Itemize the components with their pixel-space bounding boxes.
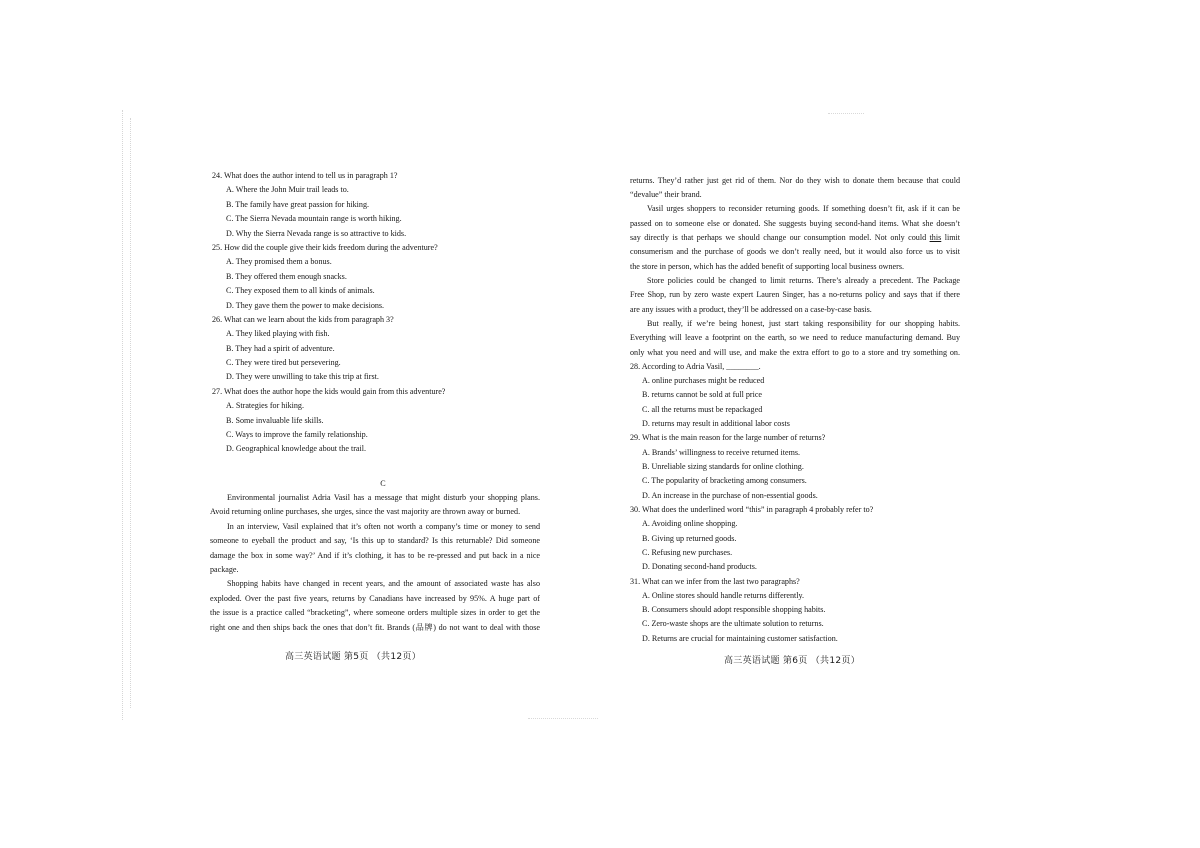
passage-line: Shopping habits have changed in recent years, and the amount of associated waste has also [227, 579, 540, 589]
answer-option: A. Strategies for hiking. [226, 401, 305, 411]
answer-option: D. They were unwilling to take this trip at first. [226, 372, 379, 382]
passage-paragraph-3 [210, 577, 540, 635]
question-stem: 24. What does the author intend to tell us in paragraph 1? [212, 171, 398, 180]
question-30 [630, 503, 960, 575]
answer-option: C. The popularity of bracketing among consumers. [642, 476, 807, 486]
answer-option: D. Why the Sierra Nevada range is so attractive to kids. [226, 228, 407, 238]
question-24 [210, 169, 540, 241]
passage-line: exploded. Over the past five years, returns by Canadians have increased by 95%. A huge part of [210, 593, 540, 603]
answer-option: B. They had a spirit of adventure. [226, 343, 335, 353]
passage-line: Environmental journalist Adria Vasil has a message that might disturb your shopping plans. [227, 493, 540, 502]
question-stem: 25. How did the couple give their kids freedom during the adventure? [212, 242, 438, 252]
question-26 [210, 313, 540, 385]
answer-option: C. Ways to improve the family relationship. [226, 430, 368, 440]
answer-option: D. They gave them the power to make decisions. [226, 300, 385, 310]
scan-noise-artifact [528, 718, 598, 719]
answer-option: A. They promised them a bonus. [226, 257, 332, 267]
question-31 [630, 575, 960, 647]
section-label: C [380, 478, 386, 488]
answer-option: C. They exposed them to all kinds of animals. [226, 286, 375, 296]
passage-line: right one and then ships back the ones that don’t fit. Brands (品牌) do not want to deal with those [210, 622, 540, 632]
answer-option: C. Zero-waste shops are the ultimate solution to returns. [642, 619, 824, 629]
scan-edge-artifact [130, 118, 131, 708]
answer-option: B. Some invaluable life skills. [226, 415, 324, 425]
passage-line: damage the box in some way?’ And if it’s clothing, it has to be re-pressed and put back in a nice [210, 550, 540, 560]
passage-text: limit [941, 233, 960, 243]
passage-paragraph-continued [630, 174, 960, 203]
answer-option: C. The Sierra Nevada mountain range is worth hiking. [226, 214, 402, 224]
underlined-word: this [929, 233, 942, 243]
answer-option: D. An increase in the purchase of non-essential goods. [642, 490, 818, 500]
passage-line: only what you need and will use, and make the extra effort to go to a store and try something on. [630, 347, 960, 357]
answer-option: C. They were tired but persevering. [226, 358, 341, 368]
question-stem: 27. What does the author hope the kids would gain from this adventure? [212, 386, 446, 396]
answer-option: B. They offered them enough snacks. [226, 271, 347, 281]
passage-line: passed on to someone else or donated. She suggests buying second-hand items. What she doesn’t [630, 218, 960, 228]
passage-line: returns. They’d rather just get rid of them. Nor do they wish to donate them because that could [630, 175, 960, 185]
answer-option: A. Brands’ willingness to receive returned items. [642, 447, 801, 457]
question-stem: 30. What does the underlined word “this” in paragraph 4 probably refer to? [630, 504, 874, 514]
passage-text: say directly is that perhaps we should change our consumption model. Not only could [630, 233, 930, 243]
right-page [630, 174, 960, 646]
question-27 [210, 385, 540, 457]
answer-option: B. Unreliable sizing standards for online clothing. [642, 462, 804, 472]
passage-line [630, 231, 960, 245]
question-stem: 28. According to Adria Vasil, ________. [630, 361, 761, 371]
passage-line: “devalue” their brand. [630, 190, 702, 200]
passage-line: consumerism and the purchase of goods we don’t really need, but it would also force us to visit [630, 247, 960, 257]
passage-line: Store policies could be changed to limit returns. There’s already a precedent. The Package [647, 275, 960, 285]
answer-option: D. Returns are crucial for maintaining customer satisfaction. [642, 633, 838, 643]
answer-option: B. returns cannot be sold at full price [642, 390, 763, 400]
passage-paragraph-5 [630, 274, 960, 317]
passage-paragraph-4 [630, 202, 960, 274]
answer-option: A. online purchases might be reduced [642, 376, 765, 386]
question-stem: 29. What is the main reason for the large number of returns? [630, 433, 826, 443]
answer-option: A. Avoiding online shopping. [642, 519, 738, 529]
passage-line: Vasil urges shoppers to reconsider returning goods. If something doesn’t fit, ask if it can be [647, 204, 960, 214]
question-stem: 26. What can we learn about the kids from paragraph 3? [212, 314, 394, 324]
answer-option: B. Consumers should adopt responsible shopping habits. [642, 605, 826, 615]
question-29 [630, 431, 960, 503]
passage-line: the store in person, which has the added benefit of supporting local business owners. [630, 261, 905, 271]
answer-option: A. They liked playing with fish. [226, 329, 330, 339]
scan-edge-artifact [122, 110, 123, 720]
question-28 [630, 360, 960, 432]
passage-paragraph-1 [210, 491, 540, 520]
answer-option: C. Refusing new purchases. [642, 547, 733, 557]
passage-line: Avoid returning online purchases, she urges, since the vast majority are thrown away or burned. [210, 507, 521, 517]
passage-line: Everything will leave a footprint on the earth, so we need to reduce manufacturing demand. Buy [630, 333, 960, 343]
page-footer: 高三英语试题 第5页 （共12页） [285, 652, 422, 662]
passage-line: someone to eyeball the product and say, ‘Is this up to standard? Is this returnable? Did someone [210, 536, 540, 546]
passage-paragraph-6 [630, 317, 960, 360]
answer-option: B. The family have great passion for hiking. [226, 199, 370, 209]
passage-line: But really, if we’re being honest, just start taking responsibility for our shopping habits. [647, 318, 960, 328]
answer-option: A. Online stores should handle returns differently. [642, 590, 805, 600]
question-stem: 31. What can we infer from the last two paragraphs? [630, 576, 800, 586]
answer-option: D. returns may result in additional labor costs [642, 419, 790, 429]
passage-paragraph-2 [210, 520, 540, 578]
left-page [210, 169, 540, 635]
answer-option: D. Donating second-hand products. [642, 562, 757, 572]
scan-noise-artifact [828, 113, 864, 114]
passage-line: are any issues with a product, they’ll be addressed on a case-by-case basis. [630, 304, 872, 314]
question-25 [210, 241, 540, 313]
passage-line: package. [210, 564, 239, 574]
passage-line: In an interview, Vasil explained that it’s often not worth a company’s time or money to send [227, 521, 540, 531]
answer-option: D. Geographical knowledge about the trail. [226, 444, 367, 454]
answer-option: A. Where the John Muir trail leads to. [226, 185, 349, 195]
passage-line: Free Shop, run by zero waste expert Lauren Singer, has a no-returns policy and says that if there [630, 290, 960, 300]
passage-line: the issue is a practice called “bracketing”, where someone orders multiple sizes in order to get the [210, 608, 540, 618]
answer-option: C. all the returns must be repackaged [642, 404, 763, 414]
answer-option: B. Giving up returned goods. [642, 533, 737, 543]
page-footer: 高三英语试题 第6页 （共12页） [724, 656, 861, 666]
